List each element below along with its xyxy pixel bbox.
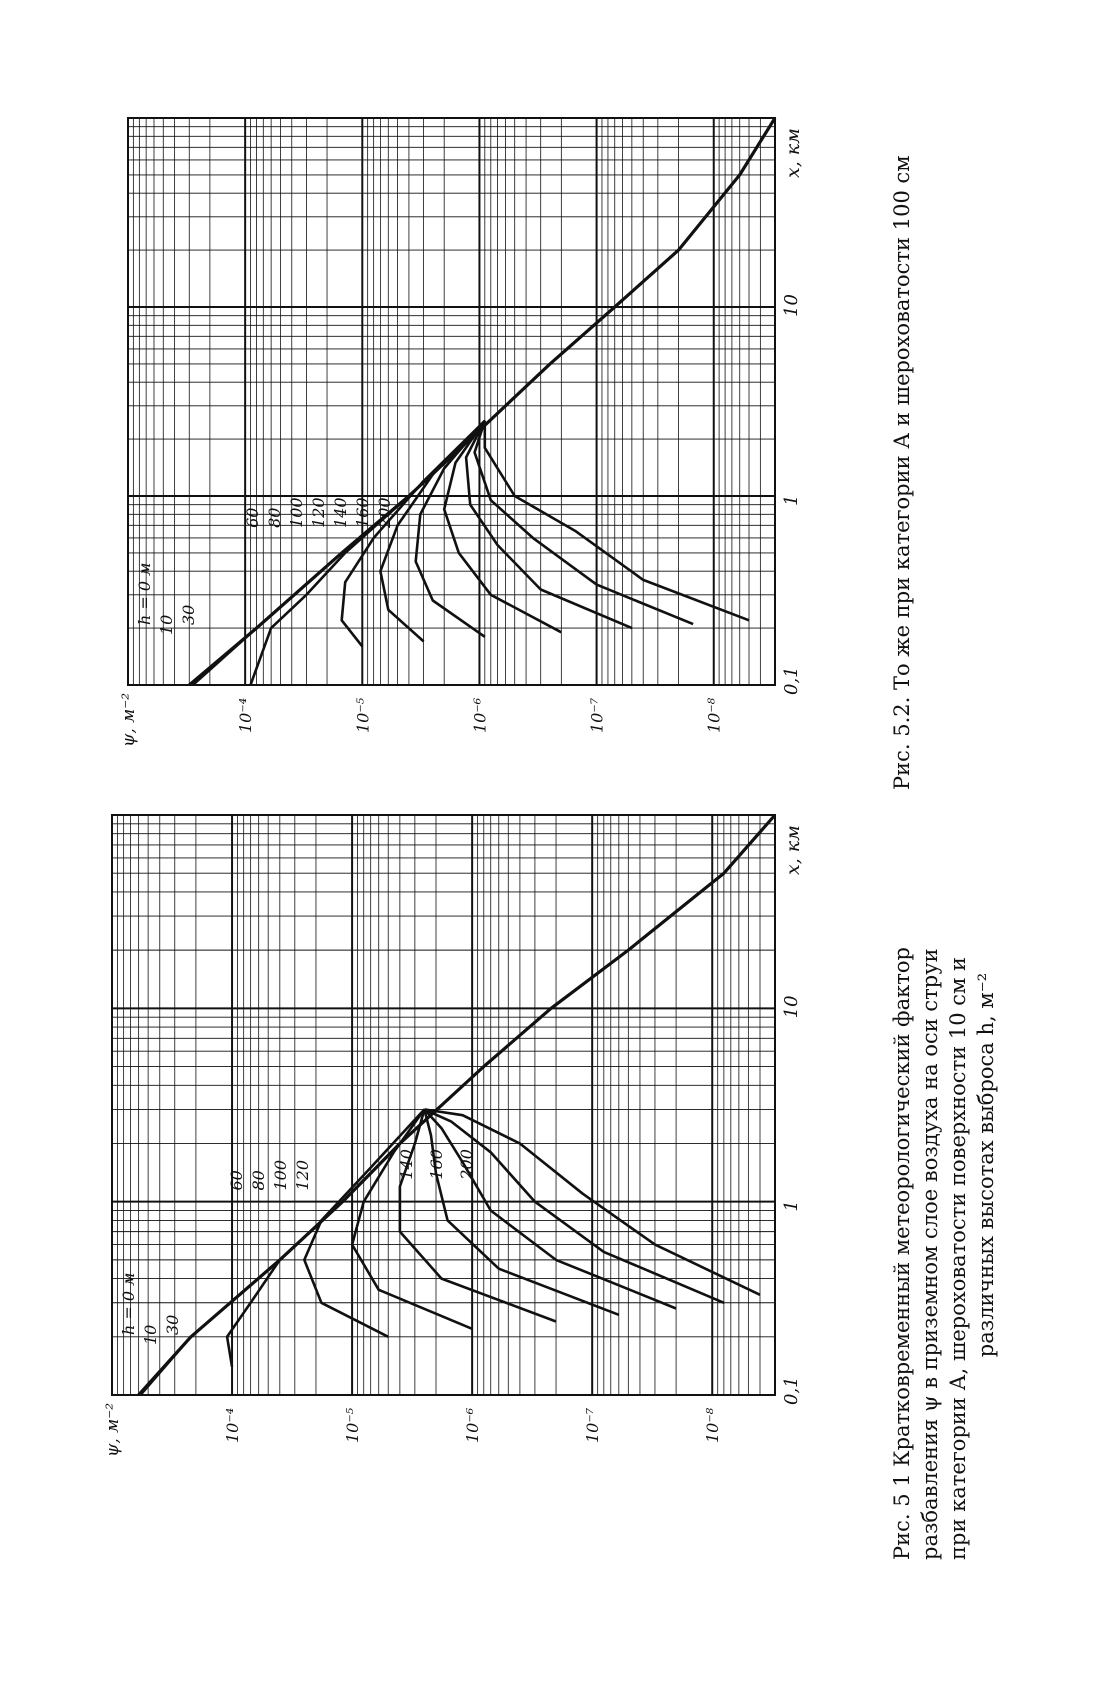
series-label: 200 — [457, 1149, 476, 1180]
y-tick-label: 10⁻⁴ — [236, 697, 256, 733]
series-label: 10 — [157, 614, 176, 635]
x-axis-label: x, км — [782, 128, 804, 178]
y-tick-label: 10⁻⁵ — [343, 1407, 363, 1443]
series-label: 10 — [141, 1324, 160, 1345]
y-axis-label: ψ, м⁻² — [103, 1402, 123, 1457]
caption-line: Рис. 5 1 Кратковременный метеорологический фактор — [890, 947, 914, 1560]
series-label: 80 — [265, 507, 284, 528]
series-label: 120 — [309, 497, 328, 528]
series-label: 60 — [227, 1170, 246, 1191]
series-label: h = 0 м — [135, 562, 154, 625]
x-axis-label: x, км — [782, 825, 804, 875]
series-line — [444, 421, 561, 633]
series-label: 140 — [331, 497, 350, 528]
series-label: 80 — [249, 1170, 268, 1191]
figure-5-2-caption — [888, 100, 916, 790]
x-tick-label: 10 — [781, 995, 802, 1019]
caption-line: разбавления ψ в приземном слое воздуха на оси струи — [918, 948, 942, 1560]
series-label: 100 — [271, 1159, 290, 1191]
x-tick-label: 1 — [781, 494, 802, 506]
series-label: 60 — [243, 507, 262, 528]
series-label: 100 — [287, 497, 306, 528]
series-label: 30 — [179, 604, 198, 625]
y-tick-label: 10⁻⁷ — [587, 697, 607, 733]
series-label: 30 — [163, 1314, 182, 1335]
figure-5-1-caption — [888, 770, 1000, 1560]
y-tick-label: 10⁻⁵ — [353, 697, 373, 733]
series-label: 160 — [353, 497, 372, 528]
series-label: 200 — [375, 497, 394, 528]
y-tick-label: 10⁻⁶ — [470, 697, 490, 733]
x-tick-label: 10 — [781, 294, 802, 317]
y-tick-label: 10⁻⁴ — [223, 1407, 243, 1443]
y-tick-label: 10⁻⁸ — [704, 697, 724, 733]
series-label: 140 — [397, 1149, 416, 1180]
series-line — [189, 118, 775, 685]
x-tick-label: 0,1 — [781, 1376, 802, 1405]
series-label: 160 — [427, 1149, 446, 1180]
series-line — [475, 421, 693, 624]
caption-line: различных высотах выброса h, м⁻² — [974, 972, 998, 1358]
y-tick-label: 10⁻⁸ — [703, 1407, 723, 1443]
y-tick-label: 10⁻⁷ — [583, 1407, 603, 1443]
caption-line: Рис. 5.2. То же при категории А и шероховатости 100 см — [890, 155, 914, 790]
y-tick-label: 10⁻⁶ — [463, 1407, 483, 1443]
series-line — [251, 439, 471, 685]
plot-frame — [128, 118, 775, 685]
x-tick-label: 0,1 — [781, 666, 802, 695]
chart-plot-area — [119, 118, 804, 747]
series-label: h = 0 м — [119, 1272, 138, 1335]
x-tick-label: 1 — [781, 1200, 802, 1212]
series-label: 120 — [293, 1159, 312, 1191]
caption-line: при категории А, шероховатости поверхности 10 см и — [946, 956, 970, 1560]
series-line — [485, 421, 749, 621]
y-axis-label: ψ, м⁻² — [119, 692, 139, 747]
